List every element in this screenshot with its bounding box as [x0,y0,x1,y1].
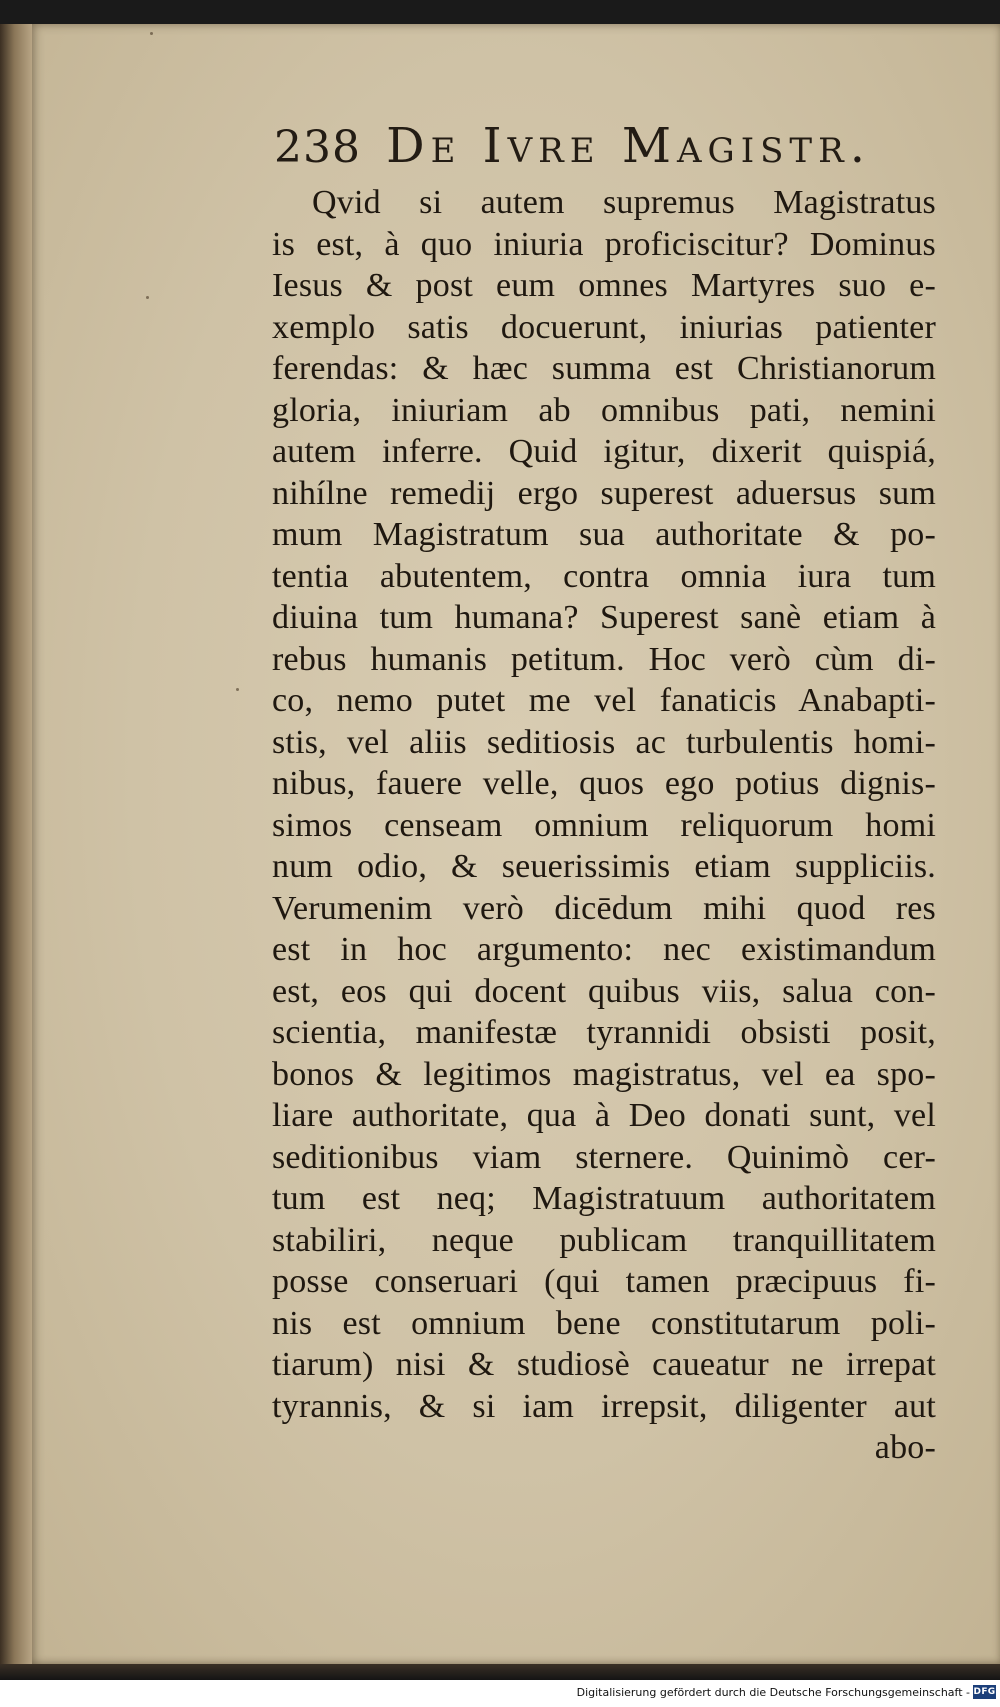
text-line: co, nemo putet me vel fanaticis Anabapti- [272,682,936,719]
text-line: num odio, & seuerissimis etiam suppliciis. [272,848,936,885]
text-line: autem inferre. Quid igitur, dixerit quispiá, [272,433,936,470]
text-line: Qvid si autem supremus Magistratus [312,184,936,221]
text-line: stis, vel aliis seditiosis ac turbulentis homi- [272,723,936,761]
text-line: xemplo satis docuerunt, iniurias patienter [272,308,936,346]
paper-speck [146,296,149,299]
page-bottom-edge [0,1664,1000,1680]
text-line: mum Magistratum sua authoritate & po- [272,516,936,553]
text-line: gloria, iniuriam ab omnibus pati, nemini [272,391,936,429]
running-head [274,118,871,178]
text-line: est in hoc argumento: nec existimandum [272,931,936,968]
funding-credit: Digitalisierung gefördert durch die Deutsche Forschungsgemeinschaft - [576,1686,970,1699]
text-line: rebus humanis petitum. Hoc verò cùm di- [272,640,936,678]
text-line: Verumenim verò dicēdum mihi quod res [272,889,936,927]
catchword: abo- [874,1429,936,1466]
text-line: liare authoritate, qua à Deo donati sunt, vel [272,1097,936,1134]
text-line: nihílne remedij ergo superest aduersus sum [272,474,936,512]
text-line: tum est neq; Magistratuum authoritatem [272,1180,936,1217]
text-line: Iesus & post eum omnes Martyres suo e- [272,267,936,304]
body-text [272,182,936,1469]
dfg-logo: DFG [973,1687,996,1697]
running-title: De Ivre Magistr. [386,118,871,174]
text-line: tentia abutentem, contra omnia iura tum [272,557,936,595]
paper-speck [236,688,239,691]
text-line: posse conseruari (qui tamen præcipuus fi- [272,1263,936,1300]
text-line: stabiliri, neque publicam tranquillitatem [272,1221,936,1259]
text-line: tyrannis, & si iam irrepsit, diligenter aut [272,1387,936,1425]
text-line: scientia, manifestæ tyrannidi obsisti posit, [272,1014,936,1051]
text-line: seditionibus viam sternere. Quinimò cer- [272,1138,936,1176]
text-line: bonos & legitimos magistratus, vel ea spo- [272,1055,936,1093]
text-line: ferendas: & hæc summa est Christianorum [272,350,936,387]
text-line: nibus, fauere velle, quos ego potius dignis- [272,765,936,802]
text-line: simos censeam omnium reliquorum homi [272,806,936,844]
page-number: 238 [274,122,361,173]
text-line: nis est omnium bene constitutarum poli- [272,1304,936,1342]
text-line: diuina tum humana? Superest sanè etiam à [272,599,936,636]
text-line: est, eos qui docent quibus viis, salua con- [272,972,936,1010]
text-line: is est, à quo iniuria proficiscitur? Dominus [272,225,936,263]
text-line: tiarum) nisi & studiosè caueatur ne irrepat [272,1346,936,1383]
digitization-footer [0,1680,1000,1707]
paper-speck [150,32,153,35]
page-gutter-edge [0,24,32,1664]
